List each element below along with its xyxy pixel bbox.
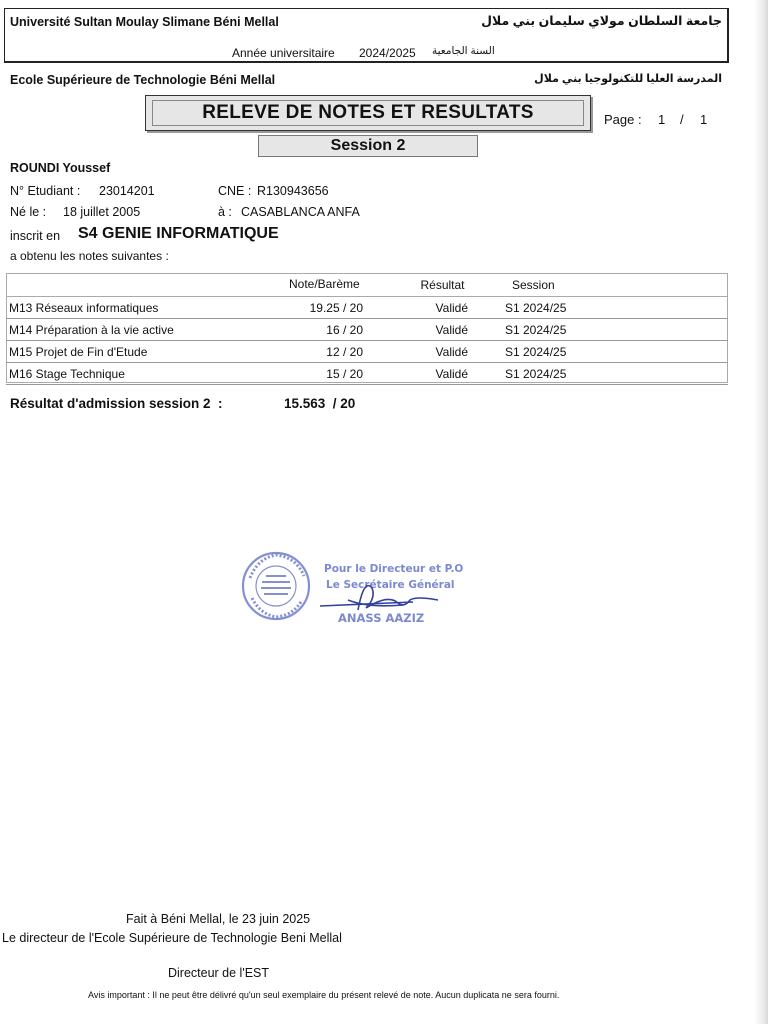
module-name: M13 Réseaux informatiques xyxy=(9,300,159,315)
module-name: M16 Stage Technique xyxy=(9,366,125,381)
official-stamp xyxy=(238,548,464,628)
admission-result-value: 15.563 / 20 xyxy=(284,396,356,411)
school-name-fr: Ecole Supérieure de Technologie Béni Mellal xyxy=(10,73,276,87)
grades-header-row xyxy=(6,274,728,297)
birth-date-label: Né le : xyxy=(10,205,47,219)
academic-year-label-ar: السنة الجامعية xyxy=(432,45,495,57)
student-name: ROUNDI Youssef xyxy=(10,161,111,175)
table-row xyxy=(6,341,728,363)
page-separator: / xyxy=(680,112,684,127)
table-row xyxy=(6,297,728,319)
fait-a-line: Fait à Béni Mellal, le 23 juin 2025 xyxy=(126,912,311,926)
birth-date-value: 18 juillet 2005 xyxy=(63,205,141,219)
module-name: M14 Préparation à la vie active xyxy=(9,322,174,337)
director-line: Le directeur de l'Ecole Supérieure de Technologie Beni Mellal xyxy=(2,931,342,945)
cne-value: R130943656 xyxy=(257,184,329,198)
module-session: S1 2024/25 xyxy=(505,300,567,315)
module-note: 15 / 20 xyxy=(326,366,363,381)
inscrit-label: inscrit en xyxy=(10,229,61,243)
cne-label: CNE : xyxy=(218,184,252,198)
module-name: M15 Projet de Fin d'Etude xyxy=(9,344,148,359)
stamp-seal-icon xyxy=(238,548,464,628)
student-number-value: 23014201 xyxy=(99,184,155,198)
stamp-line2: Le Secrétaire Général xyxy=(326,579,455,591)
admission-result-label: Résultat d'admission session 2 : xyxy=(10,396,223,411)
module-result: Validé xyxy=(435,322,468,337)
document-title-box xyxy=(145,95,591,131)
birth-place-label: à : xyxy=(218,205,232,219)
university-name-fr: Université Sultan Moulay Slimane Béni Mellal xyxy=(10,15,279,29)
document-title: RELEVE DE NOTES ET RESULTATS xyxy=(152,100,584,126)
module-result: Validé xyxy=(435,344,468,359)
module-session: S1 2024/25 xyxy=(505,344,567,359)
birth-place-value: CASABLANCA ANFA xyxy=(241,205,360,219)
module-session: S1 2024/25 xyxy=(505,366,567,381)
university-name-ar: جامعة السلطان مولاي سليمان بني ملال xyxy=(481,14,722,28)
page-label: Page : xyxy=(604,112,642,127)
module-result: Validé xyxy=(435,300,468,315)
stamp-line1: Pour le Directeur et P.O xyxy=(324,563,464,575)
header-note: Note/Barème xyxy=(289,277,360,291)
school-name-ar: المدرسة العليا للتكنولوجيا بني ملال xyxy=(534,73,722,85)
header-session: Session xyxy=(512,278,555,292)
academic-year-value: 2024/2025 xyxy=(359,46,416,60)
stamp-signer: ANASS AAZIZ xyxy=(338,611,425,625)
module-note: 19.25 / 20 xyxy=(309,300,363,315)
header-resultat: Résultat xyxy=(420,278,465,292)
page-current: 1 xyxy=(658,112,666,127)
table-row xyxy=(6,319,728,341)
student-number-label: N° Etudiant : xyxy=(10,184,81,198)
module-session: S1 2024/25 xyxy=(505,322,567,337)
table-row xyxy=(6,363,728,385)
grades-intro: a obtenu les notes suivantes : xyxy=(10,249,169,263)
director-est: Directeur de l'EST xyxy=(168,966,270,980)
module-note: 16 / 20 xyxy=(326,322,363,337)
module-note: 12 / 20 xyxy=(326,344,363,359)
important-notice: Avis important : Il ne peut être délivré qu'un seul exemplaire du présent relevé de note. Aucun duplicata ne sera fourni. xyxy=(88,990,560,1000)
academic-year-label: Année universitaire xyxy=(232,46,335,60)
page-edge-shadow xyxy=(754,0,768,1024)
program-name: S4 GENIE INFORMATIQUE xyxy=(78,225,279,242)
session-label: Session 2 xyxy=(258,135,478,157)
module-result: Validé xyxy=(435,366,468,381)
page-total: 1 xyxy=(700,112,708,127)
grades-table xyxy=(6,273,728,385)
